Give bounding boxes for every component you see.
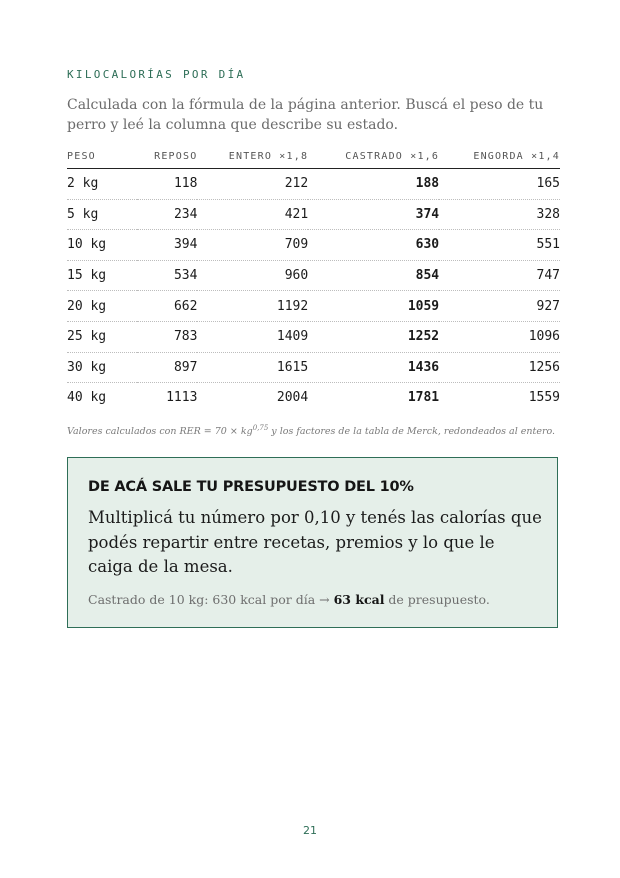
footnote-text: Valores calculados con RER = 70 × kg xyxy=(67,426,253,437)
cell-intact: 212 xyxy=(197,169,308,200)
cell-weight: 25 kg xyxy=(67,321,137,352)
table-row xyxy=(67,230,560,261)
callout-example xyxy=(88,592,490,607)
cell-neutered: 630 xyxy=(308,230,439,261)
cell-intact: 1409 xyxy=(197,321,308,352)
cell-rest: 118 xyxy=(137,169,197,200)
cell-neutered: 1059 xyxy=(308,291,439,322)
page-number: 21 xyxy=(303,824,317,837)
cell-intact: 960 xyxy=(197,260,308,291)
col-header-castrado: CASTRADO ×1,6 xyxy=(308,144,439,169)
col-header-peso: PESO xyxy=(67,144,137,169)
table-row xyxy=(67,383,560,413)
cell-weight-gain: 1256 xyxy=(439,352,560,383)
budget-callout xyxy=(67,457,558,628)
col-header-reposo: REPOSO xyxy=(137,144,197,169)
cell-weight: 40 kg xyxy=(67,390,107,406)
cell-rest: 1113 xyxy=(166,390,198,406)
cell-rest: 897 xyxy=(137,352,197,383)
footnote-exponent: 0,75 xyxy=(252,424,269,432)
intro-text: Calculada con la fórmula de la página anterior. Buscá el peso de tu perro y leé la columna que describe su estado. xyxy=(67,97,544,133)
cell-rest: 783 xyxy=(137,321,197,352)
cell-weight: 30 kg xyxy=(67,352,137,383)
cell-weight-gain: 551 xyxy=(439,230,560,261)
table-row xyxy=(67,321,560,352)
col-header-entero: ENTERO ×1,8 xyxy=(197,144,308,169)
table-footnote xyxy=(67,424,560,437)
cell-intact: 1192 xyxy=(197,291,308,322)
cell-weight-gain: 328 xyxy=(439,199,560,230)
cell-neutered: 188 xyxy=(308,169,439,200)
table-row xyxy=(67,260,560,291)
cell-rest: 534 xyxy=(137,260,197,291)
cell-rest: 234 xyxy=(137,199,197,230)
cell-neutered: 1436 xyxy=(308,352,439,383)
table-row xyxy=(67,199,560,230)
cell-neutered: 1252 xyxy=(308,321,439,352)
cell-weight: 5 kg xyxy=(67,199,137,230)
cell-weight: 2 kg xyxy=(67,169,137,200)
callout-body: Multiplicá tu número por 0,10 y tenés las calorías que podés repartir entre recetas, premios y lo que le caiga de la mesa. xyxy=(88,508,542,576)
cell-rest: 394 xyxy=(137,230,197,261)
callout-example-text: Castrado de 10 kg: 630 kcal por día → xyxy=(88,592,334,607)
cell-intact: 2004 xyxy=(276,390,309,406)
cell-weight-gain: 1559 xyxy=(528,390,560,406)
col-header-engorda: ENGORDA ×1,4 xyxy=(439,144,560,169)
footnote-text-end: y los factores de la tabla de Merck, redondeados al entero. xyxy=(268,426,556,437)
cell-weight-gain: 1096 xyxy=(439,321,560,352)
calorie-table xyxy=(67,144,560,413)
cell-intact: 421 xyxy=(197,199,308,230)
callout-example-value: 63 kcal xyxy=(333,592,385,607)
cell-intact: 709 xyxy=(197,230,308,261)
callout-title: DE ACÁ SALE TU PRESUPUESTO DEL 10% xyxy=(88,479,414,495)
table-row xyxy=(67,169,560,200)
cell-neutered: 374 xyxy=(308,199,439,230)
cell-neutered: 1781 xyxy=(407,390,440,406)
section-label: KILOCALORÍAS POR DÍA xyxy=(67,68,246,81)
cell-weight-gain: 165 xyxy=(439,169,560,200)
cell-rest: 662 xyxy=(137,291,197,322)
cell-weight-gain: 927 xyxy=(439,291,560,322)
table-header-row xyxy=(67,144,560,169)
cell-weight: 15 kg xyxy=(67,260,137,291)
table-row xyxy=(67,352,560,383)
cell-weight: 10 kg xyxy=(67,230,137,261)
cell-intact: 1615 xyxy=(197,352,308,383)
cell-neutered: 854 xyxy=(308,260,439,291)
table-row xyxy=(67,291,560,322)
cell-weight-gain: 747 xyxy=(439,260,560,291)
callout-example-end: de presupuesto. xyxy=(384,592,490,607)
cell-weight: 20 kg xyxy=(67,291,137,322)
